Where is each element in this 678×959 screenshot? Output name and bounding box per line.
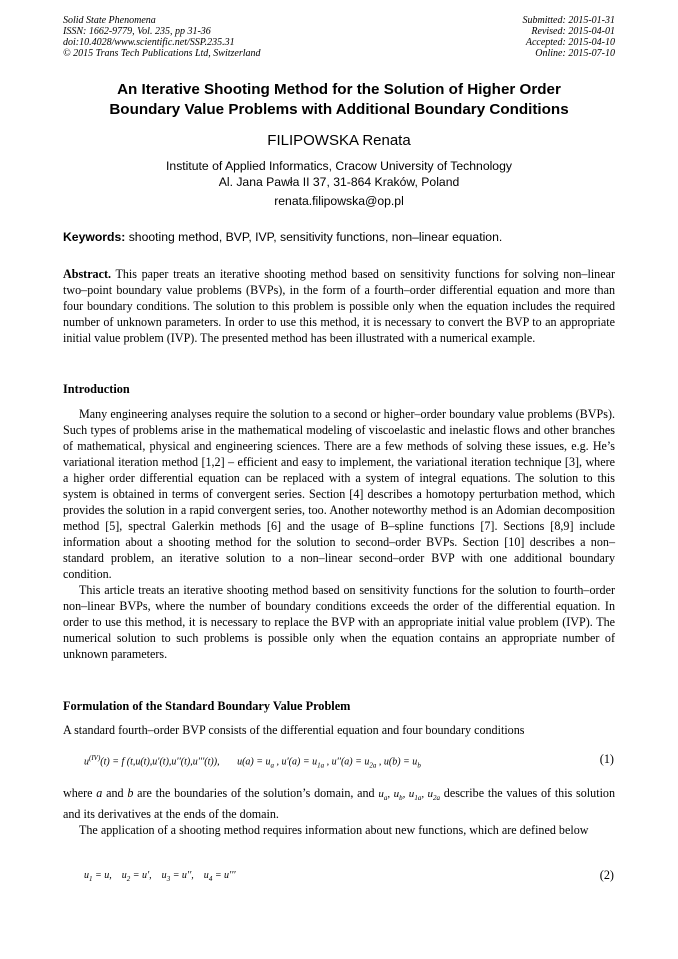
formulation-heading: Formulation of the Standard Boundary Value Problem (63, 699, 351, 713)
submitted-date: Submitted: 2015-01-31 (522, 15, 615, 26)
affiliation (63, 158, 615, 190)
doi: doi:10.4028/www.scientific.net/SSP.235.31 (63, 37, 235, 48)
after-eq1-and: and (102, 786, 128, 800)
title-line-1: An Iterative Shooting Method for the Solution of Higher Order (117, 81, 561, 98)
title-line-2: Boundary Value Problems with Additional Boundary Conditions (109, 101, 569, 118)
abstract-label: Abstract. (63, 267, 112, 281)
after-eq1-text-2: describe the values of this solution and its derivatives at the ends of the domain. (63, 786, 616, 822)
author-email[interactable]: renata.filipowska@op.pl (274, 194, 404, 208)
copyright: © 2015 Trans Tech Publications Ltd, Switzerland (63, 48, 261, 59)
intro-paragraph-1: Many engineering analyses require the solution to a second or higher–order boundary value problems (BVPs). Such types of problems arise in the mathematical modeling of viscoelastic and inelastic flows and other branches of mathematical, physical and engineering sciences. There are a few methods of solving these issues, e.g. He’s variational iteration method [1,2] – efficient and easy to implement, the variational iteration technique [3], where a higher order differential equation can be replaced with a system of integral equations. The solution to this system is obtained in terms of convergent series. Section [4] describes a homotopy perturbation method, which provides the solution in a rapid convergent series, too. Another noteworthy method is an Adomian decomposition method [5], spectral Galerkin methods [6] and the usage of B–spline functions [7]. Sections [8,9] include information about a shooting method for the solution to second–order BVPs. Section [10] describes a non–standard problem, an iterative solution to a non–linear second–order BVP with one additional boundary condition. (63, 407, 615, 581)
boundary-values-math: $u_a$, $u_b$, $u_{1a}$, $u_{2a}$ (378, 788, 441, 803)
equation-2-number: (2) (599, 868, 614, 882)
equation-1-body: $u^{(IV)}(t) = f$ (t,u(t),u′(t),u′′(t),u′′′(t)), $u(a) = u_a$ , $u'(a) = u_{1a}$ , $u''(a) = u_{2a}$ , $u(b) = u_b$ (84, 754, 421, 770)
journal-info (63, 15, 261, 59)
affiliation-line-2: Al. Jana Pawła II 37, 31-864 Kraków, Poland (218, 175, 460, 189)
author: FILIPOWSKA Renata (267, 132, 411, 149)
introduction-body (63, 406, 615, 662)
revised-date: Revised: 2015-04-01 (531, 26, 615, 37)
shooting-paragraph: The application of a shooting method requires information about new functions, which are defined below (79, 823, 589, 838)
dates-info (523, 15, 616, 59)
after-eq1-where: where (63, 786, 97, 800)
journal-name: Solid State Phenomena (63, 15, 156, 26)
after-eq1-text-1: are the boundaries of the solution’s domain, and (133, 786, 379, 800)
affiliation-line-1: Institute of Applied Informatics, Cracow University of Technology (166, 159, 512, 173)
issn: ISSN: 1662-9779, Vol. 235, pp 31-36 (63, 26, 211, 37)
accepted-date: Accepted: 2015-04-10 (525, 37, 615, 48)
formulation-intro: A standard fourth–order BVP consists of the differential equation and four boundary conditions (63, 723, 525, 737)
equation-2-body: $u_1 = u$, $u_2 = u'$, $u_3 = u''$, $u_4 = u'''$ (84, 870, 236, 883)
online-date: Online: 2015-07-10 (535, 48, 615, 59)
abstract (63, 266, 615, 346)
keywords-text: shooting method, BVP, IVP, sensitivity functions, non–linear equation. (125, 230, 503, 244)
intro-paragraph-2: This article treats an iterative shooting method based on sensitivity functions for the solution to fourth–order non–linear BVPs, where the number of boundary conditions exceeds the order of the differential equation. In order to use this method, it is necessary to replace the BVP with an appropriate initial value problem (IVP). The numerical solution to such problems is possible only when the equation contains an appropriate number of unknown parameters. (63, 583, 615, 661)
abstract-text: This paper treats an iterative shooting method based on sensitivity functions for solving non–linear two–point boundary value problems (BVPs), in the form of a fourth–order differential equation and more than four boundary conditions. The solution to this problem is possible only when the equation includes the required number of unknown parameters. In order to use this method, it is necessary to convert the BVP to an appropriate initial value problem (IVP). The presented method has been illustrated with a numerical example. (63, 267, 615, 345)
equation-1 (84, 752, 614, 772)
var-a: a (96, 786, 103, 800)
var-b: b (127, 786, 134, 800)
equation-2 (84, 868, 614, 888)
equation-1-number: (1) (599, 752, 614, 766)
keywords-label: Keywords: (63, 230, 126, 244)
keywords (63, 230, 615, 244)
paper-title (63, 80, 615, 120)
introduction-heading: Introduction (63, 382, 130, 396)
after-equation-1 (63, 785, 615, 838)
